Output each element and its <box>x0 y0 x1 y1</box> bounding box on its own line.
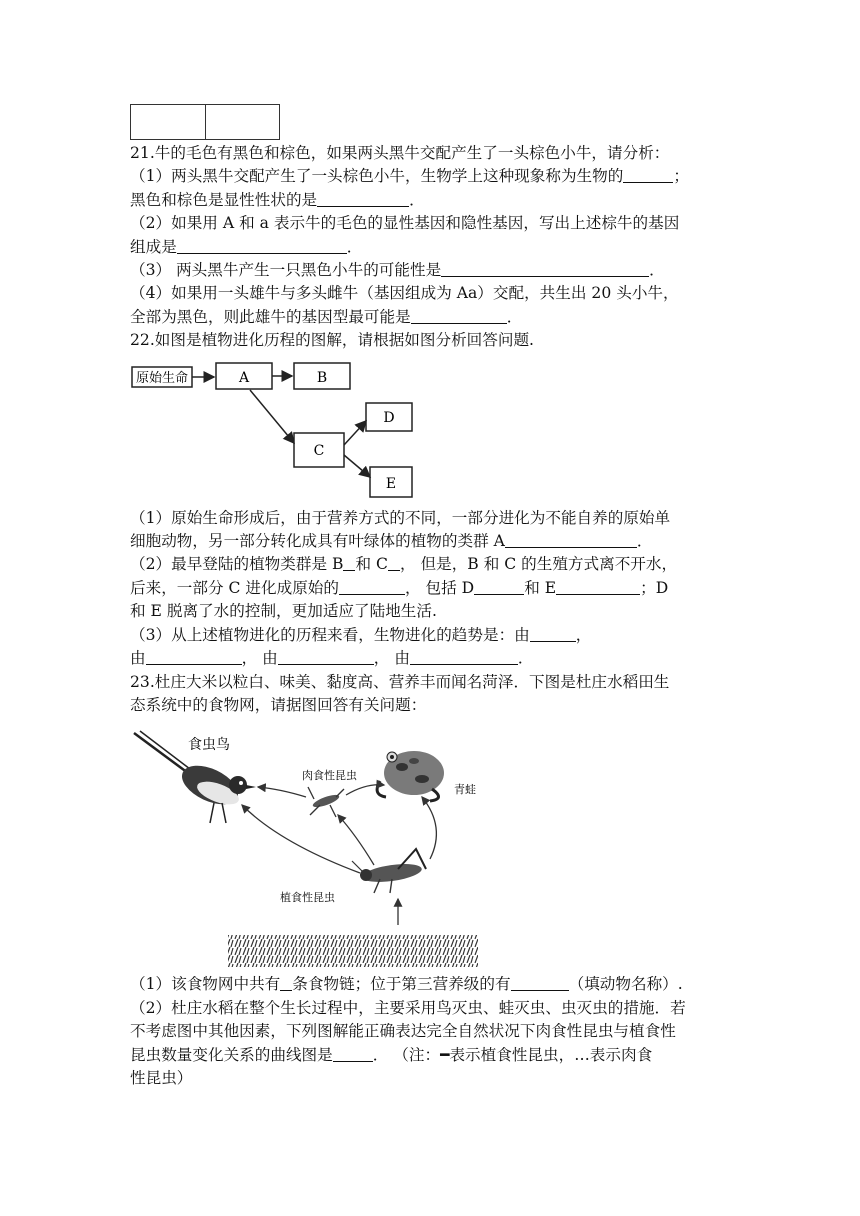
q21-part2-cont <box>130 236 736 259</box>
q22-p2-text3: ， 但是，B 和 C 的生殖方式离不开水， <box>399 555 678 574</box>
label-e: E <box>385 475 397 492</box>
q22-p2-text: （2）最早登陆的植物类群是 B <box>130 555 344 574</box>
q22-part3-cont <box>130 647 736 670</box>
answer-blank[interactable] <box>556 578 640 595</box>
label-b: B <box>316 369 328 386</box>
q23-part2-cont3: 性昆虫） <box>130 1068 193 1087</box>
q22-p1-end: ． <box>636 532 653 551</box>
q21-part1-cont <box>130 189 736 212</box>
plant-evolution-diagram <box>130 359 430 499</box>
q22-part3 <box>130 624 736 647</box>
answer-blank[interactable] <box>280 974 292 991</box>
q22-part1-cont <box>130 530 736 553</box>
q22-p3-text: （3）从上述植物进化的历程来看，生物进化的趋势是：由 <box>130 625 530 644</box>
label-c: C <box>313 442 325 459</box>
bird-label: 食虫鸟 <box>188 737 230 754</box>
question-content <box>130 142 736 1090</box>
label-a: A <box>238 369 250 386</box>
q22-p2-text2: 和 C <box>355 555 388 574</box>
herbivorous-insect-label: 植食性昆虫 <box>280 891 335 905</box>
q22-p2-text4: 后来，一部分 C 进化成原始的 <box>130 578 339 597</box>
q22-p2-text5: ， 包括 D <box>404 578 475 597</box>
q21-part4: （4）如果用一头雄牛与多头雌牛（基因组成为 Aa）交配，共生出 20 头小牛， <box>130 284 679 303</box>
answer-blank[interactable] <box>623 166 673 183</box>
q21-p2-text: 组成是 <box>130 237 177 256</box>
q22-part2-cont <box>130 577 736 600</box>
q23-part2-cont: 不考虑图中其他因素，下列图解能正确表达完全自然状况下肉食性昆虫与植食性 <box>130 1022 676 1041</box>
arrow-herbivore-carnivore <box>338 815 374 865</box>
q23-part1 <box>130 973 736 996</box>
answer-blank[interactable] <box>388 554 400 571</box>
q22-p2-text7: ；D <box>640 578 669 597</box>
q23-p2-text2: ． （注：━表示植食性昆虫，…表示肉食 <box>372 1045 653 1064</box>
food-web-figure <box>130 723 490 973</box>
answer-table <box>130 104 280 140</box>
answer-blank[interactable] <box>511 974 569 991</box>
arrow-herbivore-frog <box>422 797 436 859</box>
q21-p4-text: 全部为黑色，则此雄牛的基因型最可能是 <box>130 307 411 326</box>
q21-part4-cont <box>130 306 736 329</box>
q23-p1-text3: （填动物名称）. <box>568 975 683 994</box>
q21-p1-end: ． <box>409 190 425 209</box>
q21-p4-end: ． <box>506 307 523 326</box>
q23-p1-text2: 条食物链；位于第三营养级的有 <box>292 975 511 994</box>
answer-blank[interactable] <box>278 648 374 665</box>
answer-blank[interactable] <box>333 1045 373 1062</box>
q22-p3-text3: 由 <box>130 649 146 668</box>
answer-blank[interactable] <box>505 531 637 548</box>
arrow-carnivore-bird <box>258 787 306 797</box>
q22-p2-text6: 和 E <box>524 578 557 597</box>
q23-part2: （2）杜庄水稻在整个生长过程中，主要采用鸟灭虫、蛙灭虫、虫灭虫的措施．若 <box>130 998 686 1017</box>
q21-part2: （2）如果用 A 和 a 表示牛的毛色的显性基因和隐性基因，写出上述棕牛的基因 <box>130 214 680 233</box>
q22-p1-text: 细胞动物，另一部分转化成具有叶绿体的植物的类群 A <box>130 532 505 551</box>
answer-blank[interactable] <box>343 554 355 571</box>
answer-blank[interactable] <box>146 648 242 665</box>
q22-p3-text2: ， <box>575 625 592 644</box>
answer-blank[interactable] <box>317 190 409 207</box>
label-d: D <box>383 409 395 426</box>
q21-p3-end: ． <box>649 261 665 280</box>
q21-part1 <box>130 165 736 188</box>
answer-table-cell <box>205 105 280 139</box>
q22-p3-text5: ， 由 <box>373 649 410 668</box>
frog-icon <box>377 751 444 801</box>
answer-blank[interactable] <box>530 625 576 642</box>
answer-blank[interactable] <box>411 307 507 324</box>
herbivorous-insect-icon <box>352 849 426 893</box>
arrow-c-d <box>344 421 366 445</box>
origin-label: 原始生命 <box>135 370 189 386</box>
answer-blank[interactable] <box>441 260 649 277</box>
q23-p2-text: 昆虫数量变化关系的曲线图是 <box>130 1045 333 1064</box>
answer-blank[interactable] <box>474 578 524 595</box>
carnivorous-insect-label: 肉食性昆虫 <box>302 769 357 783</box>
q21-part3 <box>130 259 736 282</box>
arrow-a-c <box>250 390 294 443</box>
rice-plants-icon <box>228 935 478 967</box>
frog-label: 青蛙 <box>454 783 476 797</box>
q22-intro: 22.如图是植物进化历程的图解，请根据如图分析回答问题. <box>130 331 535 350</box>
q21-p2-end: ． <box>346 237 363 256</box>
q23-intro: 23.杜庄大米以粒白、味美、黏度高、营养丰而闻名菏泽．下图是杜庄水稻田生 <box>130 672 670 691</box>
q21-intro: 21.牛的毛色有黑色和棕色，如果两头黑牛交配产生了一头棕色小牛，请分析： <box>130 144 670 162</box>
q22-part2 <box>130 553 736 576</box>
arrow-c-e <box>344 455 370 477</box>
arrow-herbivore-bird <box>242 805 360 873</box>
q23-part2-cont2 <box>130 1044 736 1067</box>
q22-p3-text4: ， 由 <box>241 649 278 668</box>
q22-part1: （1）原始生命形成后，由于营养方式的不同，一部分进化为不能自养的原始单 <box>130 508 671 527</box>
q21-p1-text: （1）两头黑牛交配产生了一头棕色小牛，生物学上这种现象称为生物的 <box>130 167 624 186</box>
answer-blank[interactable] <box>339 578 405 595</box>
q22-part2-cont2: 和 E 脱离了水的控制，更加适应了陆地生活. <box>130 602 437 621</box>
answer-table-cell <box>131 105 205 139</box>
answer-blank[interactable] <box>177 237 347 254</box>
q21-p1-text2: 黑色和棕色是显性性状的是 <box>130 190 318 209</box>
q22-p3-end: ． <box>517 649 534 668</box>
q21-p3-text: （3） 两头黑牛产生一只黑色小牛的可能性是 <box>130 261 442 280</box>
carnivorous-insect-icon <box>308 787 344 817</box>
q23-intro-cont: 态系统中的食物网，请据图回答有关问题： <box>130 695 427 714</box>
answer-blank[interactable] <box>410 648 518 665</box>
q23-p1-text: （1）该食物网中共有 <box>130 975 281 994</box>
q21-p1-punct: ； <box>673 167 689 186</box>
